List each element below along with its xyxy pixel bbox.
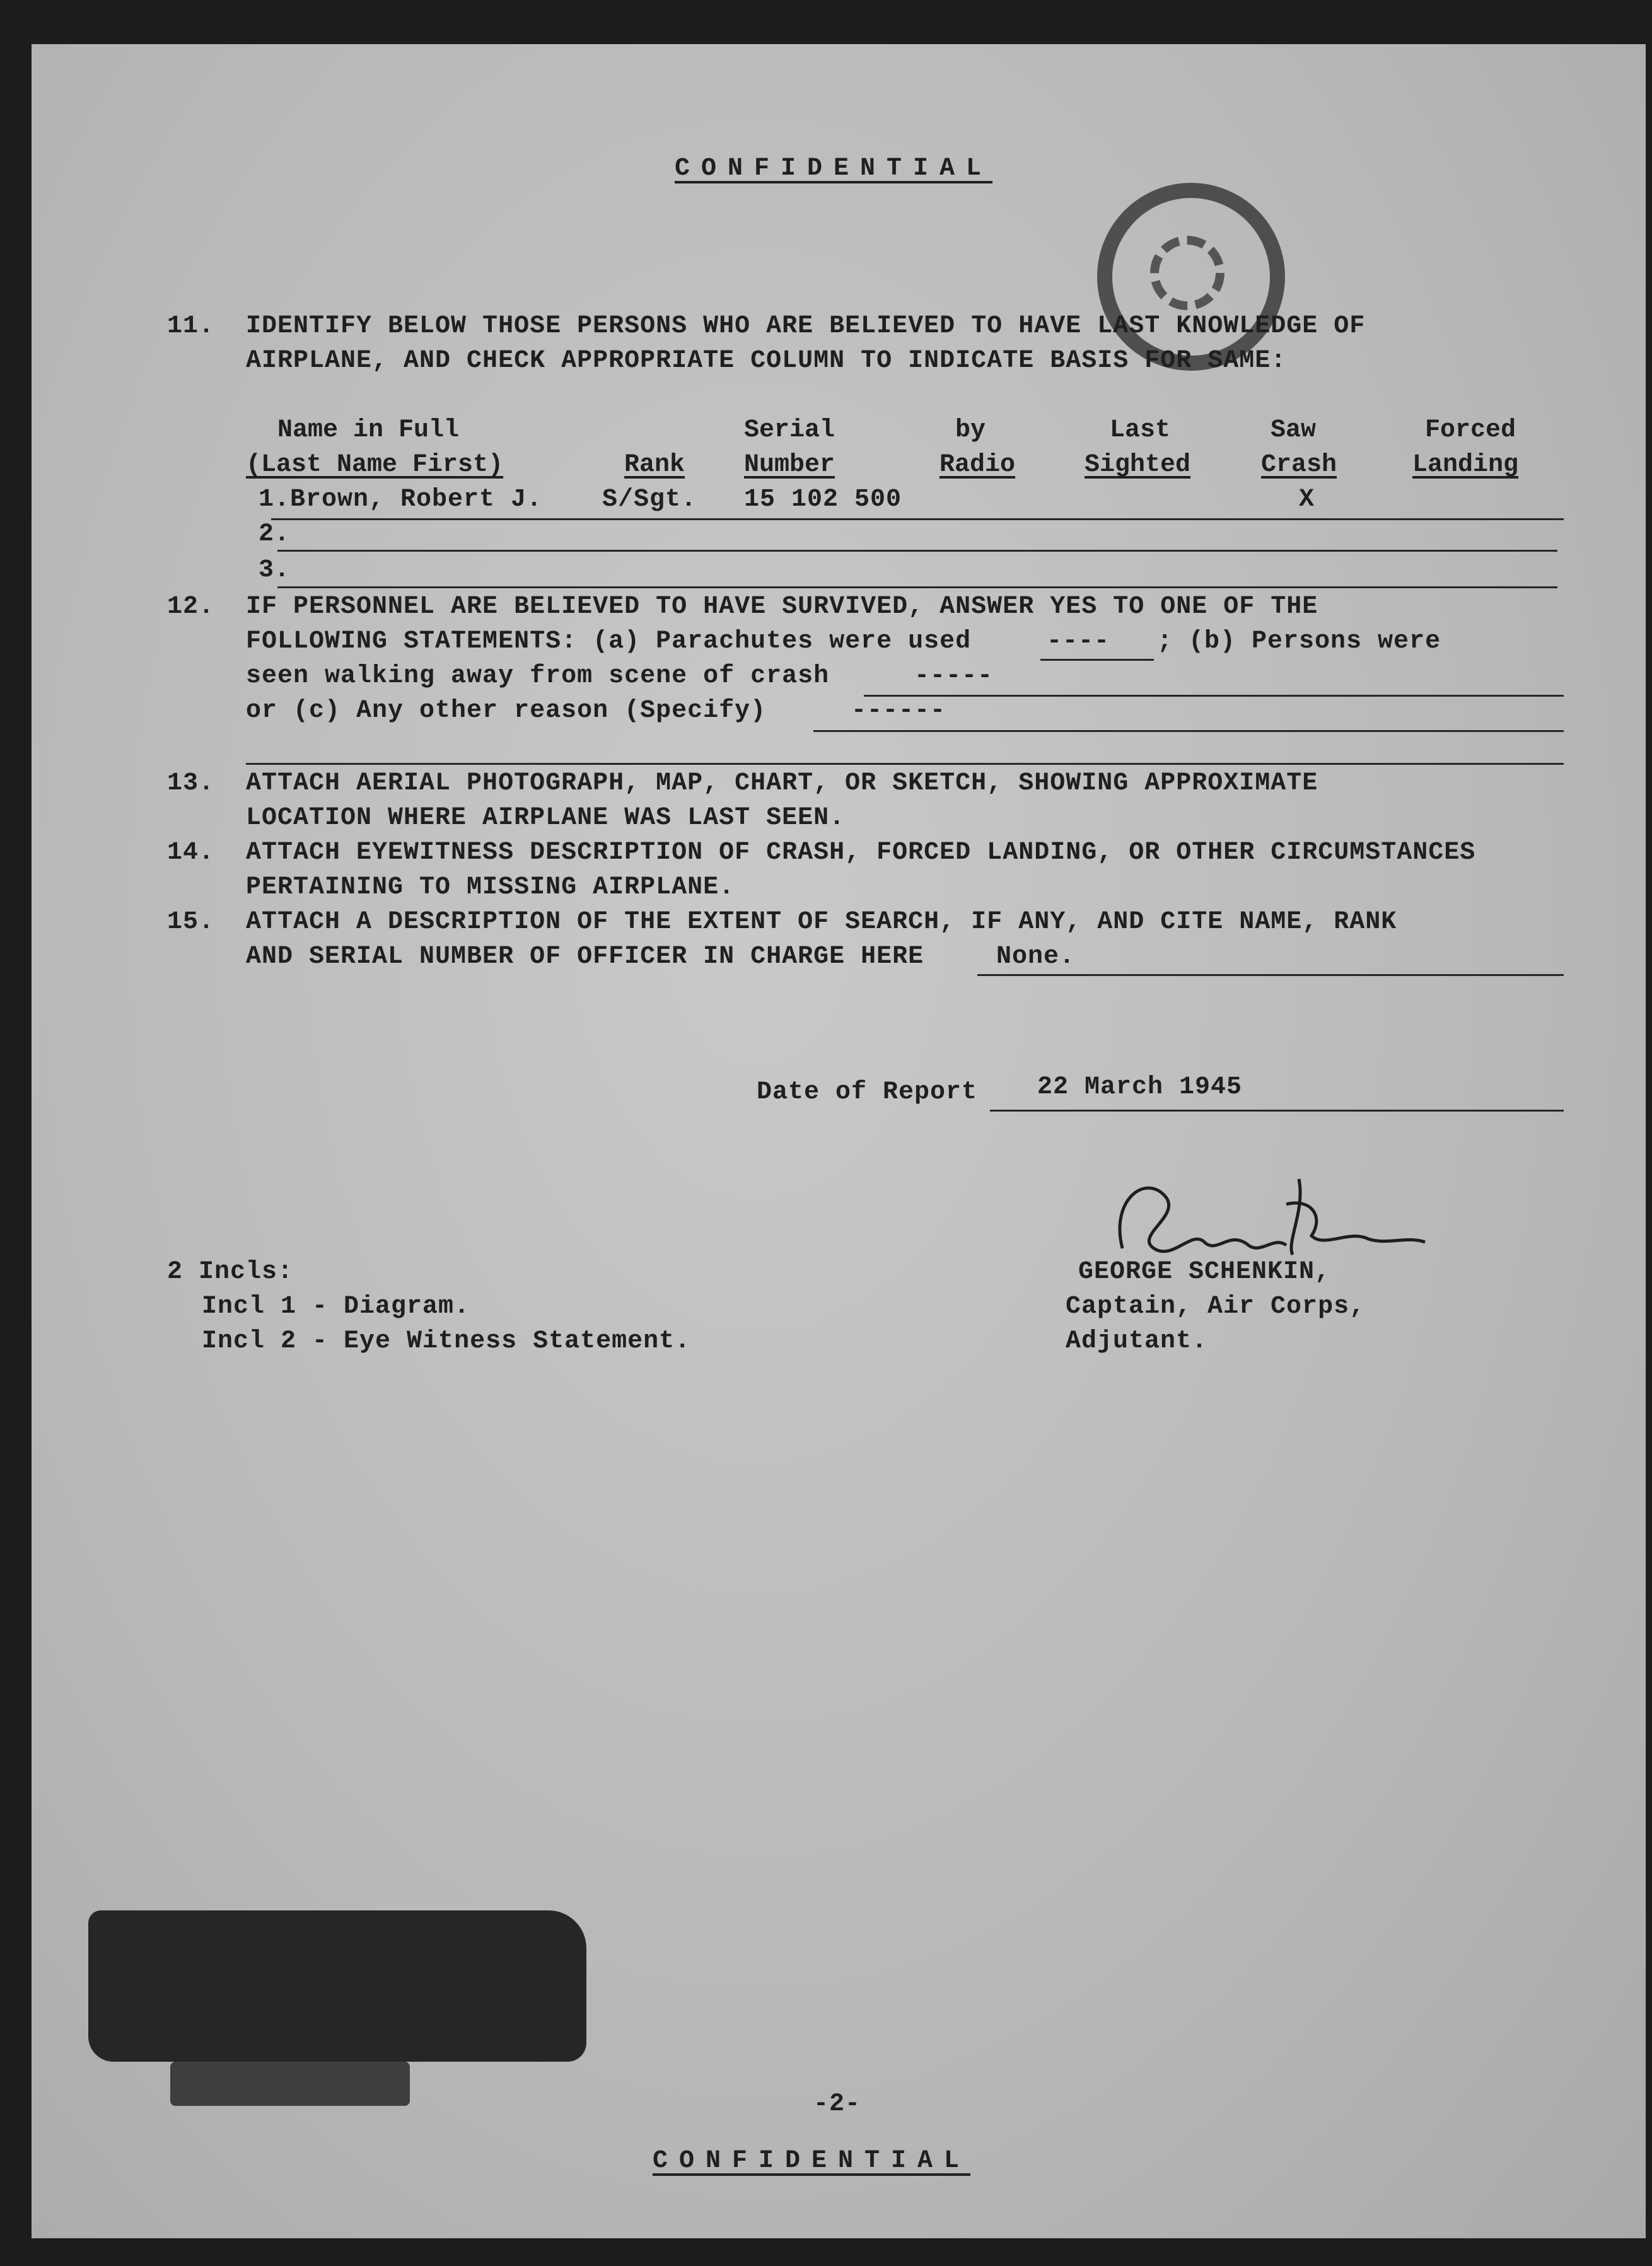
table-row-number: 3. (259, 556, 291, 584)
inclosure-1: Incl 1 - Diagram. (202, 1293, 470, 1321)
document-page (32, 44, 1646, 2238)
col-by-header-2: Radio (939, 451, 1016, 479)
handwritten-signature (1097, 1160, 1438, 1274)
table-cell-serial: 15 102 500 (744, 485, 902, 514)
item-11-line1: IDENTIFY BELOW THOSE PERSONS WHO ARE BELIEVED TO HAVE LAST KNOWLEDGE OF (246, 312, 1366, 340)
item-12-line3: seen walking away from scene of crash (246, 662, 830, 690)
item-12-other-value: ------ (851, 697, 946, 725)
col-serial-header-1: Serial (744, 416, 835, 444)
item-13-line1: ATTACH AERIAL PHOTOGRAPH, MAP, CHART, OR SKETCH, SHOWING APPROXIMATE (246, 769, 1318, 798)
other-underline (813, 730, 1564, 732)
page-number: -2- (813, 2090, 861, 2118)
item-12-walking-value: ----- (914, 662, 994, 690)
signer-title: Captain, Air Corps, (1066, 1293, 1366, 1321)
item-12-line2a: FOLLOWING STATEMENTS: (a) Parachutes were used (246, 627, 972, 656)
table-row-number: 2. (259, 520, 291, 549)
inclosures-heading: 2 Incls: (167, 1258, 294, 1286)
col-rank-header: Rank (624, 451, 685, 479)
parachutes-underline (1040, 659, 1154, 661)
officer-underline (977, 974, 1564, 976)
col-saw-header-2: Crash (1261, 451, 1337, 479)
item-12-line1: IF PERSONNEL ARE BELIEVED TO HAVE SURVIVED, ANSWER YES TO ONE OF THE (246, 593, 1318, 621)
item-11-number: 11. (167, 312, 215, 340)
col-forced-header-2: Landing (1412, 451, 1519, 479)
table-cell-name: Brown, Robert J. (290, 485, 543, 514)
item-13-line2: LOCATION WHERE AIRPLANE WAS LAST SEEN. (246, 804, 846, 832)
table-row-number: 1. (259, 485, 291, 514)
table-cell-rank: S/Sgt. (602, 485, 697, 514)
item-14-line2: PERTAINING TO MISSING AIRPLANE. (246, 873, 735, 902)
col-name-header-2: (Last Name First) (246, 451, 504, 479)
date-underline (990, 1110, 1564, 1112)
inclosure-2: Incl 2 - Eye Witness Statement. (202, 1327, 691, 1356)
col-last-header-1: Last (1110, 416, 1171, 444)
row-underline (277, 550, 1557, 552)
classification-header: CONFIDENTIAL (675, 154, 993, 183)
item-13-number: 13. (167, 769, 215, 798)
item-12-line4: or (c) Any other reason (Specify) (246, 697, 767, 725)
signer-name: GEORGE SCHENKIN, (1078, 1258, 1331, 1286)
col-forced-header-1: Forced (1425, 416, 1516, 444)
item-12-parachutes-value: ---- (1047, 627, 1110, 656)
specify-underline (246, 763, 1564, 765)
item-12-number: 12. (167, 593, 215, 621)
row-underline (271, 518, 1564, 520)
signer-role: Adjutant. (1066, 1327, 1208, 1356)
table-cell-saw-crash: X (1299, 485, 1315, 514)
redacted-stamp-fragment (170, 2062, 410, 2106)
row-underline (277, 586, 1557, 588)
item-14-number: 14. (167, 839, 215, 867)
item-14-line1: ATTACH EYEWITNESS DESCRIPTION OF CRASH, FORCED LANDING, OR OTHER CIRCUMSTANCES (246, 839, 1476, 867)
date-of-report-label: Date of Report (757, 1078, 978, 1107)
walking-underline (864, 695, 1564, 697)
col-by-header-1: by (955, 416, 986, 444)
classification-footer: CONFIDENTIAL (653, 2147, 971, 2175)
col-last-header-2: Sighted (1085, 451, 1191, 479)
item-15-line2: AND SERIAL NUMBER OF OFFICER IN CHARGE HERE (246, 943, 924, 971)
item-15-number: 15. (167, 908, 215, 936)
item-15-officer-value: None. (996, 943, 1076, 971)
item-12-line2b: ; (b) Persons were (1157, 627, 1441, 656)
col-serial-header-2: Number (744, 451, 835, 479)
received-stamp (1097, 183, 1285, 371)
redacted-declassification-stamp (88, 1910, 586, 2062)
item-15-line1: ATTACH A DESCRIPTION OF THE EXTENT OF SEARCH, IF ANY, AND CITE NAME, RANK (246, 908, 1397, 936)
item-11-line2: AIRPLANE, AND CHECK APPROPRIATE COLUMN TO INDICATE BASIS FOR SAME: (246, 347, 1287, 375)
date-of-report-value: 22 March 1945 (1037, 1073, 1243, 1101)
col-saw-header-1: Saw (1271, 416, 1317, 444)
col-name-header-1: Name in Full (277, 416, 460, 444)
